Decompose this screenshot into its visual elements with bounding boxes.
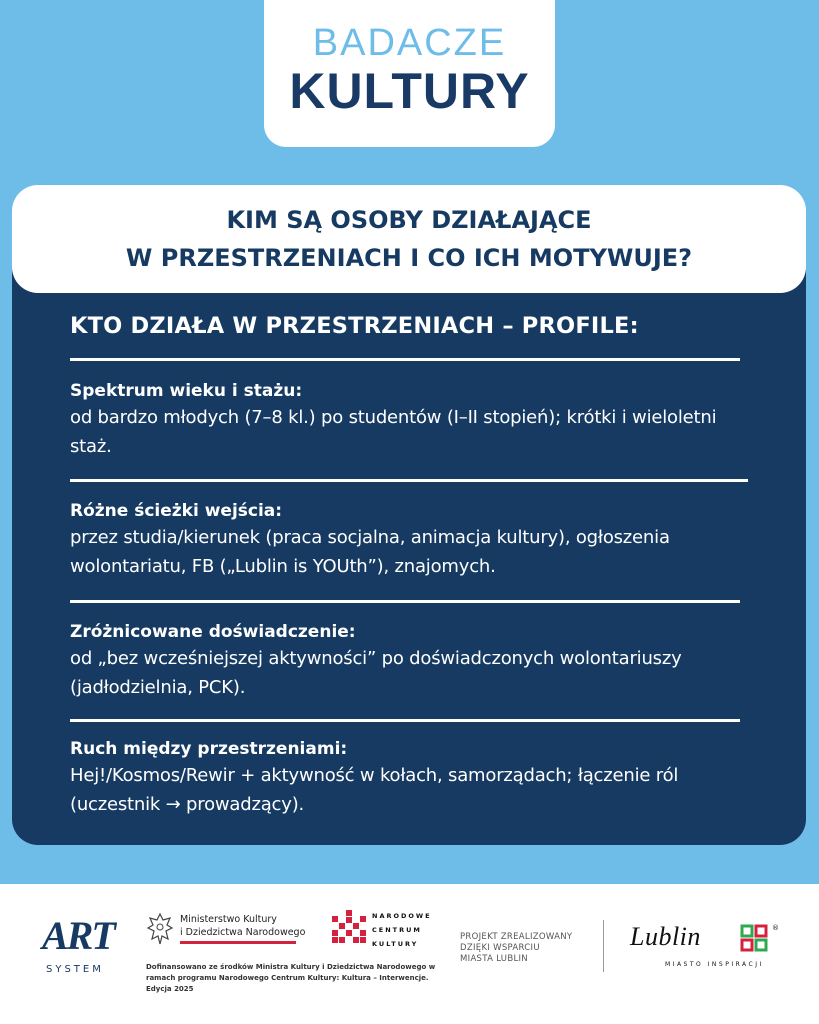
item-title: Spektrum wieku i stażu: — [70, 381, 303, 401]
section-heading: KTO DZIAŁA W PRZESTRZENIACH – PROFILE: — [70, 313, 639, 339]
divider-rule — [70, 719, 740, 722]
title-line-1: KIM SĄ OSOBY DZIAŁAJĄCE — [226, 206, 592, 234]
divider-rule — [70, 358, 740, 361]
profile-item — [70, 620, 750, 702]
item-title: Zróżnicowane doświadczenie: — [70, 622, 356, 642]
art-system-logo: ART — [42, 913, 114, 958]
funding-note: Dofinansowano ze środków Ministra Kultury i Dziedzictwa Narodowego w ramach programu Narodowego Centrum Kultury: Kultura – Interwencje. Edycja 2025 — [146, 963, 436, 993]
title-line-2: W PRZESTRZENIACH I CO ICH MOTYWUJE? — [125, 244, 693, 272]
lublin-subtitle: MIASTO INSPIRACJI — [665, 961, 764, 968]
project-line-1: PROJEKT ZREALIZOWANY — [460, 932, 573, 942]
profile-item — [70, 737, 750, 819]
nck-name — [372, 909, 432, 951]
project-line-3: MIASTA LUBLIN — [460, 954, 528, 964]
project-note — [460, 932, 572, 965]
logo-line-2: KULTURY — [289, 63, 530, 119]
item-text: przez studia/kierunek (praca socjalna, animacja kultury), ogłoszenia wolontariatu, FB („Lublin is YOUth”), znajomych. — [70, 527, 670, 577]
logo-card — [264, 0, 555, 147]
eagle-emblem-icon — [146, 912, 174, 946]
item-title: Różne ścieżki wejścia: — [70, 501, 283, 521]
logo-line-1: BADACZE — [312, 22, 507, 64]
title-card — [12, 185, 806, 293]
nck-line-3: KULTURY — [372, 940, 419, 948]
registered-mark: ® — [772, 924, 779, 932]
item-text: od „bez wcześniejszej aktywności” po doświadczonych wolontariuszy (jadłodzielnia, PCK). — [70, 648, 682, 698]
nck-logo-icon — [332, 910, 366, 944]
project-line-2: DZIĘKI WSPARCIU — [460, 943, 540, 953]
art-system-subtitle: SYSTEM — [46, 964, 104, 975]
nck-line-1: NARODOWE — [372, 912, 432, 920]
ministry-red-line — [180, 941, 296, 944]
footer — [0, 884, 819, 1024]
divider-rule — [70, 479, 748, 482]
profile-item — [70, 499, 750, 581]
nck-line-2: CENTRUM — [372, 926, 422, 934]
footer-divider — [603, 920, 604, 972]
lublin-emblem-icon — [740, 924, 768, 952]
item-text: Hej!/Kosmos/Rewir + aktywność w kołach, samorządach; łączenie ról (uczestnik → prowadzący). — [70, 765, 679, 815]
ministry-line-2: i Dziedzictwa Narodowego — [180, 927, 306, 938]
item-text: od bardzo młodych (7–8 kl.) po studentów (I–II stopień); krótki i wieloletni staż. — [70, 407, 717, 457]
lublin-logo: Lublin — [630, 922, 701, 951]
ministry-name — [180, 913, 305, 939]
divider-rule — [70, 600, 740, 603]
profile-item — [70, 379, 750, 461]
ministry-line-1: Ministerstwo Kultury — [180, 914, 277, 925]
item-title: Ruch między przestrzeniami: — [70, 739, 348, 759]
